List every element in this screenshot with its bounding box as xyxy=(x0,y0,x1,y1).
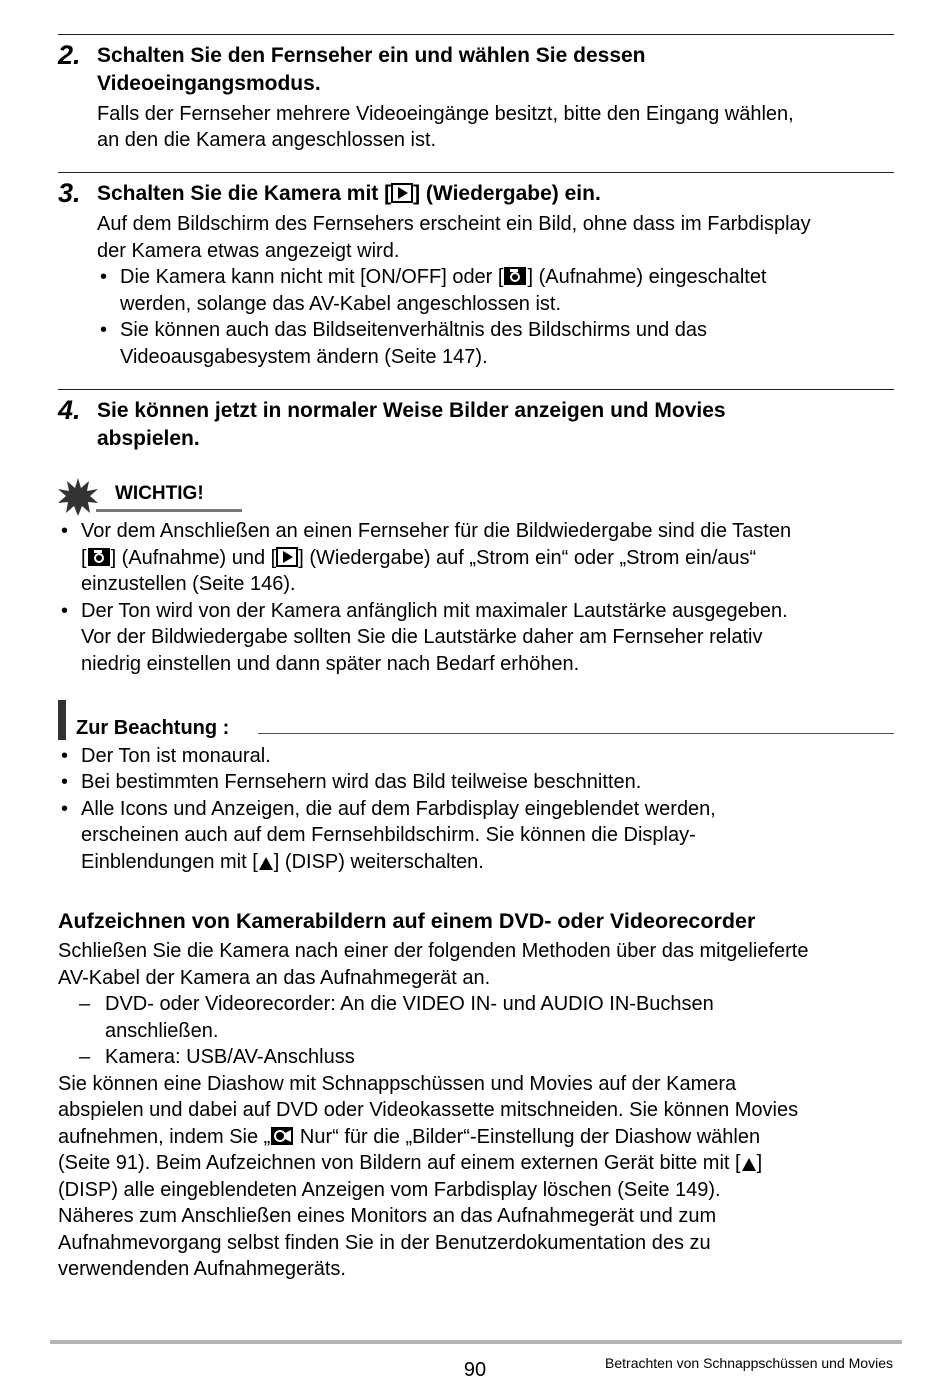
important-bullet-2-line3: niedrig einstellen und dann später nach Bedarf erhöhen. xyxy=(81,653,580,675)
chapter-title: Betrachten von Schnappschüssen und Movies xyxy=(605,1355,893,1371)
important-bullet-2 xyxy=(61,598,788,625)
note-bullet-3 xyxy=(61,796,716,823)
section-p-line7: Aufnahmevorgang selbst finden Sie in der Benutzerdokumentation des zu xyxy=(58,1232,711,1254)
note-title: Zur Beachtung : xyxy=(76,717,230,739)
step-3-bullet-2-line1: Sie können auch das Bildseitenverhältnis des Bildschirms und das xyxy=(120,319,708,341)
note-bullet-2-text: Bei bestimmten Fernsehern wird das Bild teilweise beschnitten. xyxy=(81,771,642,793)
camera-icon xyxy=(503,266,527,294)
note-bullet-3-line2: erscheinen auch auf dem Fernsehbildschirm. Sie können die Display- xyxy=(81,824,696,846)
section-p-line1: Sie können eine Diashow mit Schnappschüssen und Movies auf der Kamera xyxy=(58,1073,737,1095)
step-3-bullet-2-line2: Videoausgabesystem ändern (Seite 147). xyxy=(120,346,488,368)
section-p-line6: Näheres zum Anschließen eines Monitors an das Aufnahmegerät und zum xyxy=(58,1205,717,1227)
note-bullet-3-line3 xyxy=(81,849,484,879)
bullet-dot: • xyxy=(61,745,69,767)
step-3-bullet-1-pre: Die Kamera kann nicht mit [ON/OFF] oder [ xyxy=(120,266,504,288)
section-p-line4-post: ] xyxy=(756,1152,763,1174)
section-p-line2: abspielen und dabei auf DVD oder Videokassette mitschneiden. Sie können Movies xyxy=(58,1099,799,1121)
step-4-rule xyxy=(58,389,894,390)
important-bullet-1-line1: Vor dem Anschließen an einen Fernseher für die Bildwiedergabe sind die Tasten xyxy=(81,520,792,542)
section-p-line4 xyxy=(58,1150,762,1180)
bullet-dot: • xyxy=(100,266,108,288)
note-bullet-3-line1: Alle Icons und Anzeigen, die auf dem Farbdisplay eingeblendet werden, xyxy=(81,798,716,820)
important-bullet-1 xyxy=(61,518,792,545)
step-2-body-line2: an den die Kamera angeschlossen ist. xyxy=(97,129,437,151)
important-label: WICHTIG! xyxy=(115,483,204,504)
section-heading: Aufzeichnen von Kamerabildern auf einem DVD- oder Videorecorder xyxy=(58,909,756,933)
note-rule xyxy=(258,733,894,734)
step-4-number: 4. xyxy=(58,395,81,425)
note-bullet-3-line3-pre: Einblendungen mit [ xyxy=(81,851,258,873)
step-3-heading xyxy=(97,180,601,211)
dash-symbol: – xyxy=(79,1046,91,1068)
section-p-line3-post: Nur“ für die „Bilder“-Einstellung der Diashow wählen xyxy=(294,1126,761,1148)
important-bullet-2-line1: Der Ton wird von der Kamera anfänglich mit maximaler Lautstärke ausgegeben. xyxy=(81,600,788,622)
up-triangle-icon xyxy=(258,852,274,879)
top-rule xyxy=(58,34,894,35)
section-intro-line2: AV-Kabel der Kamera an das Aufnahmegerät an. xyxy=(58,967,491,989)
bullet-dot: • xyxy=(61,600,69,622)
step-3-bullet-1-line2: werden, solange das AV-Kabel angeschlossen ist. xyxy=(120,293,562,315)
section-dash-2 xyxy=(79,1044,355,1071)
important-bullet-2-line2: Vor der Bildwiedergabe sollten Sie die Lautstärke daher am Fernseher relativ xyxy=(81,626,763,648)
dash-symbol: – xyxy=(79,993,91,1015)
step-3-heading-post: ] (Wiedergabe) ein. xyxy=(413,182,601,205)
note-bullet-3-line3-post: ] (DISP) weiterschalten. xyxy=(273,851,484,873)
note-bullet-1-text: Der Ton ist monaural. xyxy=(81,745,271,767)
section-dash-1 xyxy=(79,991,714,1018)
step-3-rule xyxy=(58,172,894,173)
section-p-line5: (DISP) alle eingeblendeten Anzeigen vom Farbdisplay löschen (Seite 149). xyxy=(58,1179,721,1201)
important-bullet-1-end: ] (Wiedergabe) auf „Strom ein“ oder „Strom ein/aus“ xyxy=(298,547,757,569)
step-2-number: 2. xyxy=(58,40,81,70)
bullet-dot: • xyxy=(100,319,108,341)
step-3-bullet-1 xyxy=(100,264,767,294)
step-2-body-line1: Falls der Fernseher mehrere Videoeingänge besitzt, bitte den Eingang wählen, xyxy=(97,103,794,125)
section-p-line8: verwendenden Aufnahmegeräts. xyxy=(58,1258,346,1280)
step-4-heading-line1: Sie können jetzt in normaler Weise Bilder anzeigen und Movies xyxy=(97,399,726,422)
step-3-body-line1: Auf dem Bildschirm des Fernsehers erscheint ein Bild, ohne dass im Farbdisplay xyxy=(97,213,811,235)
play-icon xyxy=(391,183,413,211)
section-p-line3-pre: aufnehmen, indem Sie „ xyxy=(58,1126,271,1148)
section-dash-1-line1: DVD- oder Videorecorder: An die VIDEO IN- und AUDIO IN-Buchsen xyxy=(105,993,714,1015)
step-2-heading-line2: Videoeingangsmodus. xyxy=(97,72,321,95)
step-4-heading-line2: abspielen. xyxy=(97,427,200,450)
page-number: 90 xyxy=(463,1359,487,1381)
section-p-line4-pre: (Seite 91). Beim Aufzeichnen von Bildern auf einem externen Gerät bitte mit [ xyxy=(58,1152,741,1174)
important-bullet-1-mid: ] (Aufnahme) und [ xyxy=(110,547,277,569)
step-3-bullet-1-post: ] (Aufnahme) eingeschaltet xyxy=(527,266,767,288)
step-2-heading-line1: Schalten Sie den Fernseher ein und wählen Sie dessen xyxy=(97,44,646,67)
section-intro-line1: Schließen Sie die Kamera nach einer der folgenden Methoden über das mitgelieferte xyxy=(58,940,809,962)
important-bullet-1-line3: einzustellen (Seite 146). xyxy=(81,573,296,595)
section-dash-2-text: Kamera: USB/AV-Anschluss xyxy=(105,1046,355,1068)
bullet-dot: • xyxy=(61,520,69,542)
step-3-number: 3. xyxy=(58,178,81,208)
section-dash-1-line2: anschließen. xyxy=(105,1020,219,1042)
step-3-bullet-2 xyxy=(100,317,708,344)
note-bar xyxy=(58,700,66,740)
step-3-heading-pre: Schalten Sie die Kamera mit [ xyxy=(97,182,392,205)
footer-bar xyxy=(50,1340,902,1344)
bracket-open: [ xyxy=(81,547,87,569)
step-3-body-line2: der Kamera etwas angezeigt wird. xyxy=(97,240,400,262)
bullet-dot: • xyxy=(61,798,69,820)
note-bullet-1 xyxy=(61,743,271,770)
note-bullet-2 xyxy=(61,769,642,796)
bullet-dot: • xyxy=(61,771,69,793)
up-triangle-icon xyxy=(741,1153,757,1180)
